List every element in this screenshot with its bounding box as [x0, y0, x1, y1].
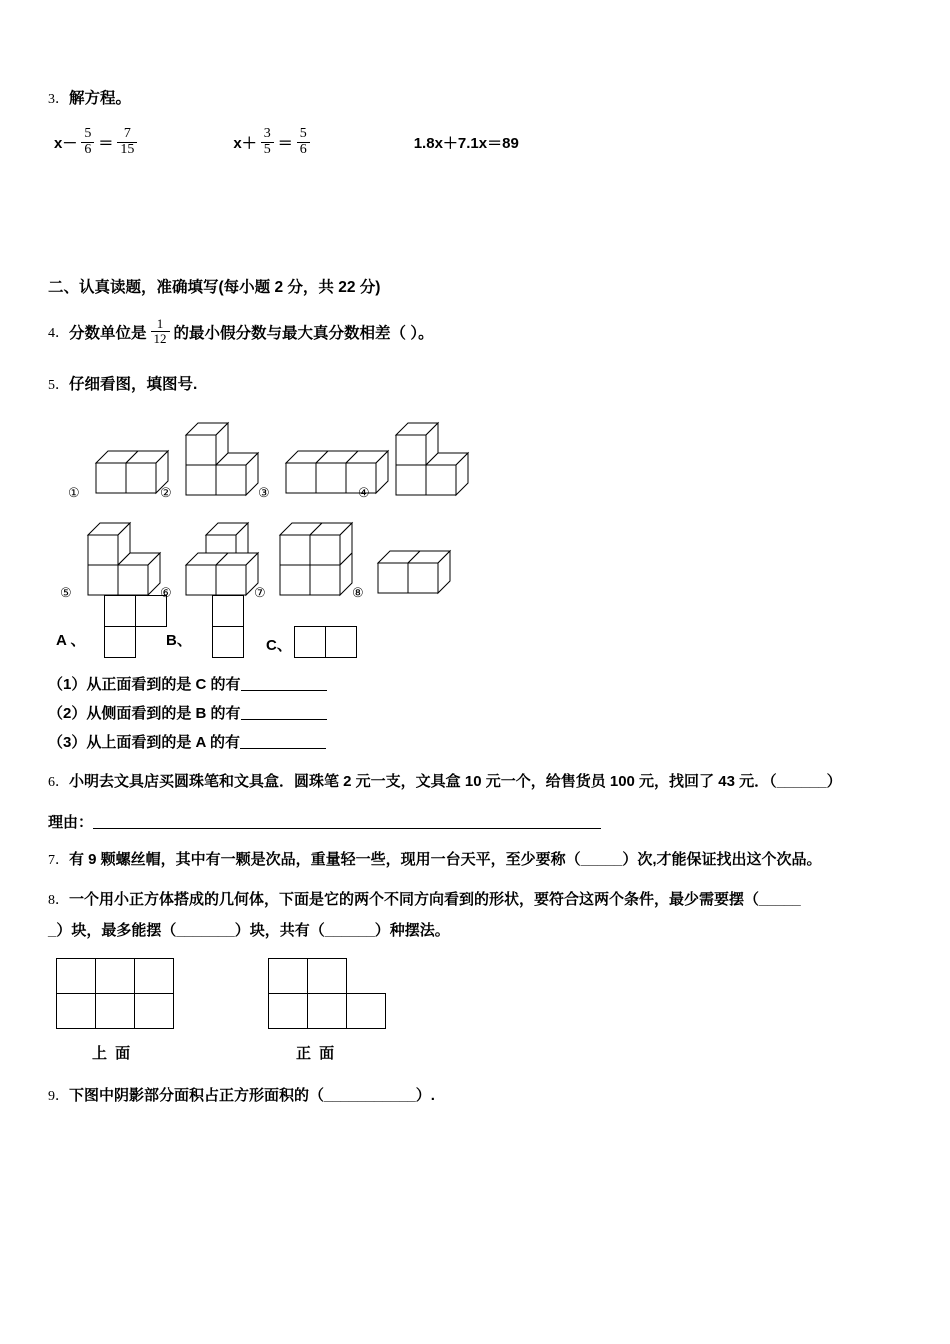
top-view-caption: 上 面 [92, 1044, 133, 1062]
cube-figure-label-5: ⑤ [60, 584, 72, 600]
question-8-line-1: 8．一个用小正方体搭成的几何体，下面是它的两个不同方向看到的形状，要符合这两个条件，最少需要摆（_____ [48, 890, 801, 908]
shape-a-cell-3 [104, 626, 136, 658]
question-4 [48, 317, 906, 345]
front-view-cell-3 [268, 993, 308, 1029]
worksheet-content [48, 86, 906, 1105]
question-4-prefix: 分数单位是 [69, 324, 147, 342]
reason-blank[interactable] [93, 814, 601, 829]
cube-figure-label-6: ⑥ [160, 584, 172, 600]
cube-figure-label-7: ⑦ [254, 584, 266, 600]
question-9 [48, 1084, 906, 1105]
question-9-text: 下图中阴影部分面积占正方形面积的（___________）. [69, 1086, 435, 1104]
question-6-text: 小明去文具店买圆珠笔和文具盒．圆珠笔 2 元一支，文具盒 10 元一个，给售货员 100 元，找回了 43 元．（______） [69, 772, 842, 790]
equation-1-fraction-left: $\frac{5}{6}$ [81, 127, 94, 157]
question-5-sub-3: （3）从上面看到的是 A 的有 [48, 731, 906, 752]
question-4-suffix: 的最小假分数与最大真分数相差（ ）。 [173, 324, 434, 342]
answer-blank-5-1[interactable] [241, 675, 327, 691]
question-6-reason [48, 811, 906, 832]
answer-blank-5-3[interactable] [240, 733, 326, 749]
shape-b-cell-1 [212, 595, 244, 627]
reason-label: 理由： [48, 813, 94, 831]
option-b-label: B、 [166, 631, 192, 649]
cube-figure-label-1: ① [68, 484, 80, 500]
question-8-number: 8． [48, 892, 69, 908]
question-6 [48, 768, 906, 797]
cube-figures [60, 413, 906, 600]
front-view-caption: 正 面 [296, 1044, 337, 1062]
question-8 [48, 885, 906, 946]
equation-1-equals: ＝ [98, 134, 114, 152]
cube-figure-label-3: ③ [258, 484, 270, 500]
equation-2-fraction-left: $\frac{3}{5}$ [261, 127, 274, 157]
shape-c-cell-2 [325, 626, 357, 658]
question-7-text: 有 9 颗螺丝帽，其中有一颗是次品，重量轻一些，现用一台天平，至少要称（_____）次,才能保证找出这个次品。 [69, 850, 822, 868]
front-view-cell-2 [307, 958, 347, 994]
question-3-equations [54, 127, 906, 157]
cube-figure-label-2: ② [160, 484, 172, 500]
cube-figure-4 [378, 413, 508, 505]
shape-a-cell-2 [135, 595, 167, 627]
option-a-label: A 、 [56, 631, 86, 649]
top-view-cell-1 [56, 958, 96, 994]
question-5-heading [48, 372, 906, 399]
front-view-cell-4 [307, 993, 347, 1029]
top-view-cell-4 [56, 993, 96, 1029]
equation-2 [233, 127, 313, 157]
cube-figure-label-8: ⑧ [352, 584, 364, 600]
equation-2-equals: ＝ [277, 134, 293, 152]
question-7 [48, 848, 906, 869]
front-view-cell-5 [346, 993, 386, 1029]
equation-2-lhs: x＋ [233, 134, 257, 152]
option-c-label: C、 [266, 636, 292, 654]
question-5-text: 仔细看图，填图号. [69, 375, 198, 393]
front-view-cell-1 [268, 958, 308, 994]
top-view-cell-2 [95, 958, 135, 994]
question-9-number: 9． [48, 1088, 69, 1104]
question-3-number: 3． [48, 92, 69, 107]
equation-2-fraction-right: $\frac{5}{6}$ [297, 127, 310, 157]
question-3-text: 解方程。 [69, 90, 132, 107]
shape-a-cell-1 [104, 595, 136, 627]
question-3-heading [48, 86, 906, 113]
equation-1 [54, 127, 141, 157]
cube-figure-label-4: ④ [358, 484, 370, 500]
question-7-number: 7． [48, 852, 69, 868]
top-view-cell-6 [134, 993, 174, 1029]
question-5-sub-2: （2）从侧面看到的是 B 的有 [48, 702, 906, 723]
answer-blank-5-2[interactable] [241, 704, 327, 720]
shape-b-cell-2 [212, 626, 244, 658]
top-view-cell-5 [95, 993, 135, 1029]
equation-1-fraction-right: $\frac{7}{15}$ [117, 127, 137, 157]
equation-1-lhs: x－ [54, 134, 78, 152]
equation-3: 1.8x＋7.1x＝89 [413, 134, 519, 152]
view-shape-options [48, 585, 906, 665]
section-2-heading: 二、认真读题，准确填写(每小题 2 分，共 22 分) [48, 279, 381, 297]
question-8-grids [48, 958, 906, 1078]
question-6-number: 6． [48, 774, 69, 790]
question-4-fraction: $\frac{1}{12}$ [151, 317, 170, 345]
question-8-line-2: _）块，最多能摆（_______）块，共有（______）种摆法。 [48, 921, 450, 939]
question-4-number: 4． [48, 325, 69, 341]
shape-c-cell-1 [294, 626, 326, 658]
question-5-number: 5． [48, 377, 69, 393]
top-view-cell-3 [134, 958, 174, 994]
question-5-sub-1: （1）从正面看到的是 C 的有 [48, 673, 906, 694]
